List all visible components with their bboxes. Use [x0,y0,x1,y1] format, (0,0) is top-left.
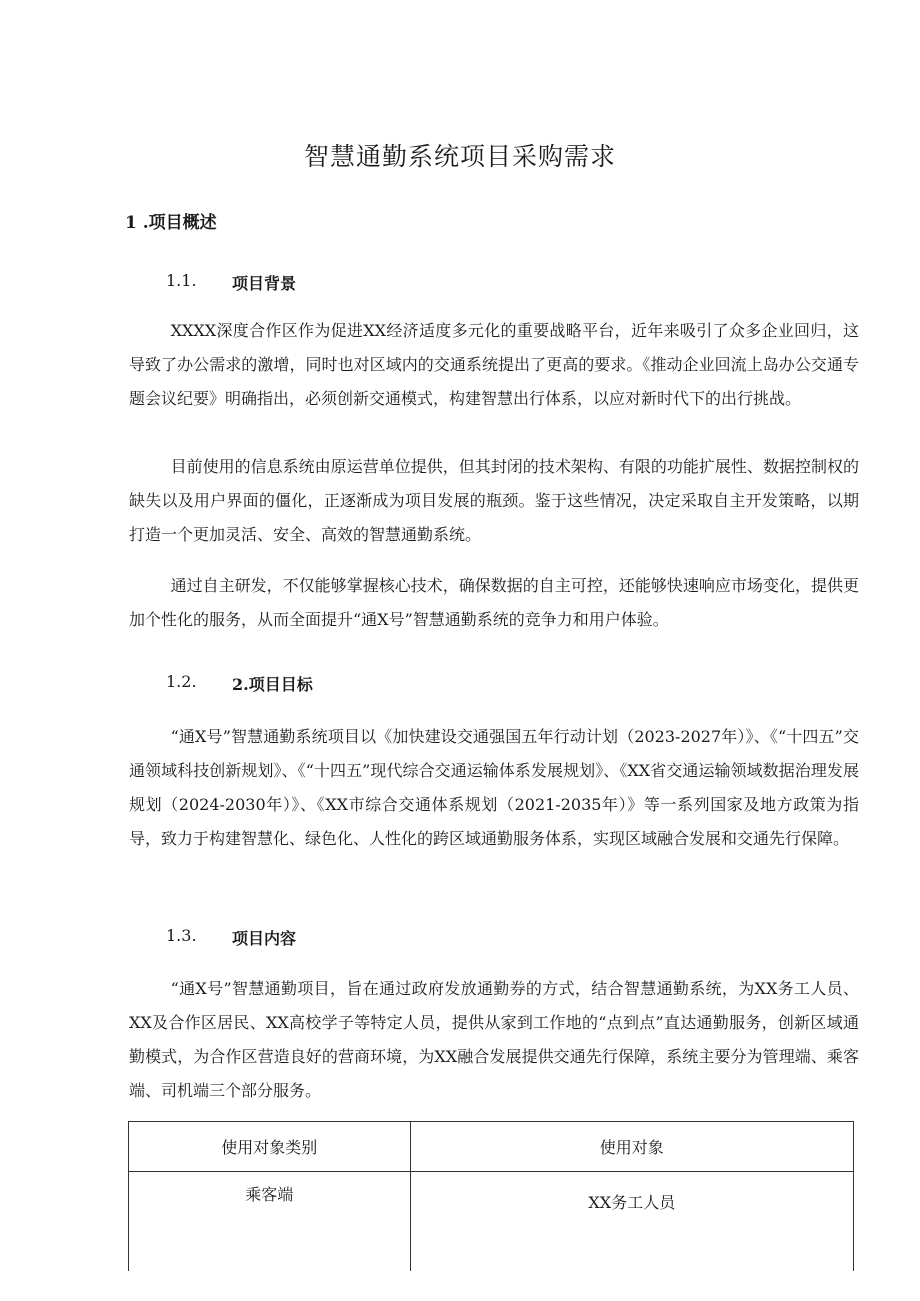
subsection-title: 项目内容 [232,929,297,948]
paragraph-content: “通X号”智慧通勤项目，旨在通过政府发放通勤券的方式，结合智慧通勤系统，为XX务工人员、XX及合作区居民、XX高校学子等特定人员，提供从家到工作地的“点到点”直达通勤服务，创新区域通勤模式，为合作区营造良好的营商环境，为XX融合发展提供交通先行保障，系统主要分为管理端、乘客端、司机端三个部分服务。 [129,979,859,1100]
paragraph-goals: “通X号”智慧通勤系统项目以《加快建设交通强国五年行动计划（2023-2027年）》、《“十四五”交通领域科技创新规划》、《“十四五”现代综合交通运输体系发展规划》、《XX省交通运输领域数据治理发展规划（2024-2030年）》、《XX市综合交通体系规划（2021-2035年）》等一系列国家及地方政策为指导，致力于构建智慧化、绿色化、人性化的跨区域通勤服务体系，实现区域融合发展和交通先行保障。 [129,727,859,848]
subsection-title: 项目背景 [232,274,297,293]
table-cell: 乘客端 [129,1172,411,1272]
paragraph-background-3: 通过自主研发，不仅能够掌握核心技术，确保数据的自主可控，还能够快速响应市场变化，提供更加个性化的服务，从而全面提升“通X号”智慧通勤系统的竞争力和用户体验。 [129,576,859,629]
table-header-cell: 使用对象类别 [129,1122,411,1172]
paragraph-background-2: 目前使用的信息系统由原运营单位提供，但其封闭的技术架构、有限的功能扩展性、数据控制权的缺失以及用户界面的僵化，正逐渐成为项目发展的瓶颈。鉴于这些情况，决定采取自主开发策略，以期打造一个更加灵活、安全、高效的智慧通勤系统。 [129,457,859,544]
subsection-number: 1.2. [166,672,197,691]
usage-table [128,1121,854,1271]
table-header-cell: 使用对象 [410,1122,853,1172]
table-cell: XX务工人员 [410,1172,853,1272]
subsection-number: 1.1. [166,271,197,290]
table-header-row [129,1122,854,1172]
subsection-title: 2.项目目标 [232,675,313,694]
paragraph-background-1: XXXX深度合作区作为促进XX经济适度多元化的重要战略平台，近年来吸引了众多企业回归，这导致了办公需求的激增，同时也对区域内的交通系统提出了更高的要求。《推动企业回流上岛办公交通专题会议纪要》明确指出，必须创新交通模式，构建智慧出行体系，以应对新时代下的出行挑战。 [129,321,859,408]
document-title: 智慧通勤系统项目采购需求 [303,142,616,171]
section-heading-overview: 1 .项目概述 [125,213,217,233]
subsection-number: 1.3. [166,926,197,945]
table-row [129,1172,854,1272]
